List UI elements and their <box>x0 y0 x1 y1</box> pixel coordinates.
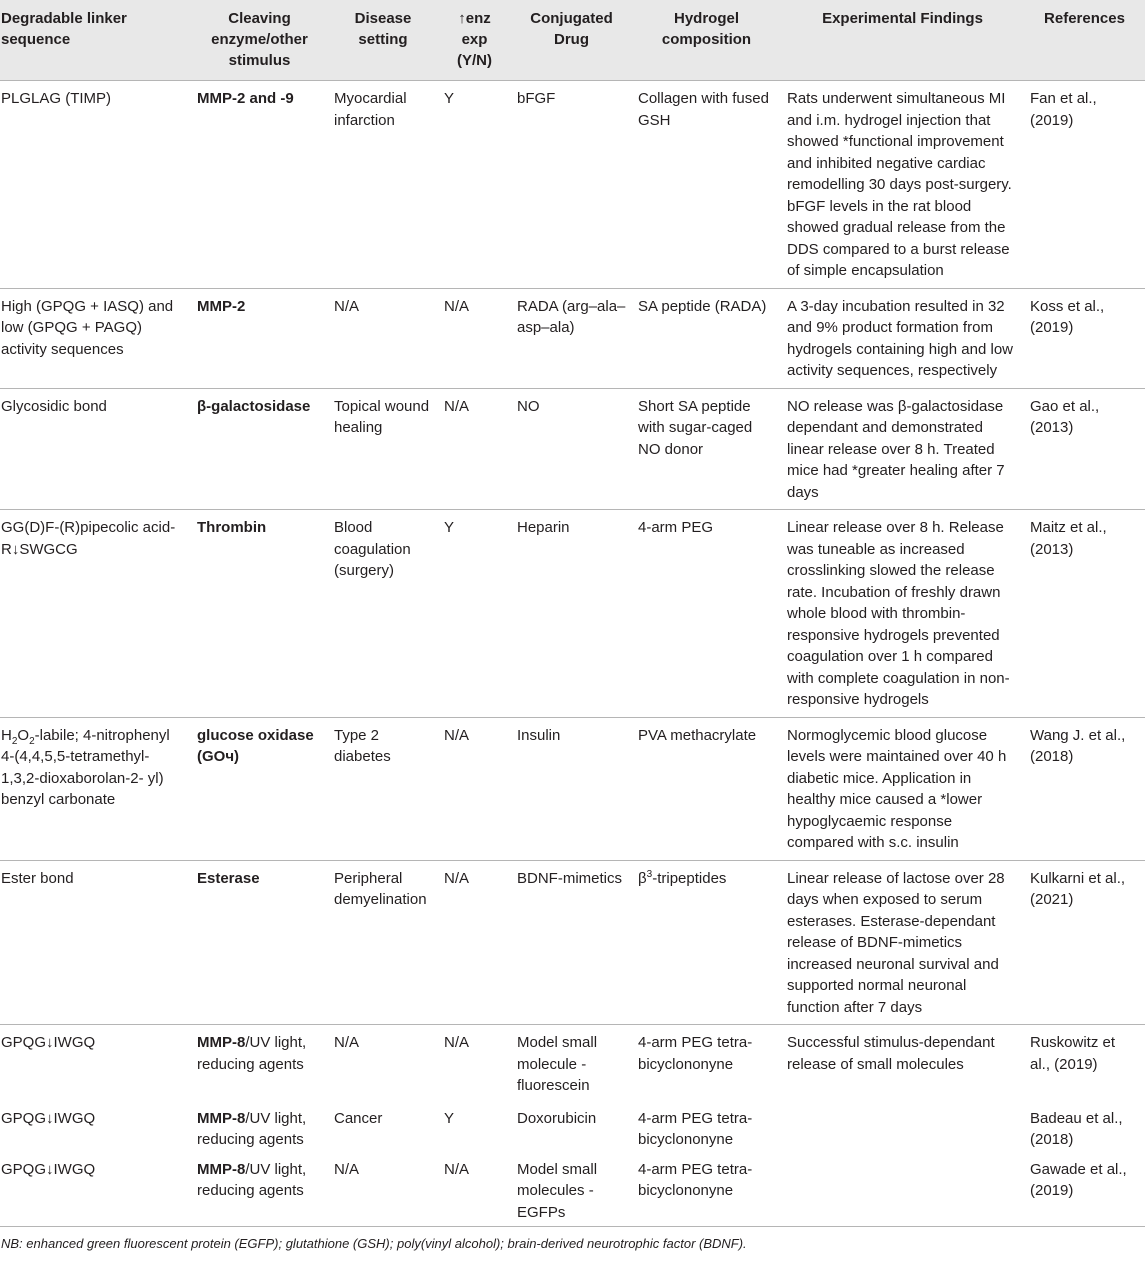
table-row <box>0 388 1145 510</box>
cell-linker-sequence: GG(D)F-(R)pipecolic acid-R↓SWGCG <box>0 510 191 718</box>
header-conjugated-drug: Conjugated Drug <box>511 0 632 81</box>
cell-hydrogel-composition: Collagen with fused GSH <box>632 81 781 289</box>
header-disease-setting: Disease setting <box>328 0 438 81</box>
cell-disease-setting: Peripheral demyelination <box>328 860 438 1025</box>
cell-hydrogel-composition: PVA methacrylate <box>632 717 781 860</box>
cell-linker-sequence: PLGLAG (TIMP) <box>0 81 191 289</box>
cell-references: Koss et al., (2019) <box>1024 288 1145 388</box>
cell-conjugated-drug: Heparin <box>511 510 632 718</box>
table-row <box>0 288 1145 388</box>
cell-experimental-findings: Linear release over 8 h. Release was tuneable as increased crosslinking slowed the release rate. Incubation of freshly drawn whole blood with thrombin-responsive hydrogels prevented coagulation over 1 h compared with complete coagulation in non-responsive hydrogels <box>781 510 1024 718</box>
header-linker-sequence: Degradable linker sequence <box>0 0 191 81</box>
table-row <box>0 1103 1145 1154</box>
cell-linker-sequence: GPQG↓IWGQ <box>1 1109 96 1127</box>
header-enzyme-expression: ↑enz exp (Y/N) <box>438 0 511 81</box>
cell-enzyme-expression: N/A <box>438 288 511 388</box>
cell-disease-setting: N/A <box>334 1034 360 1051</box>
cell-linker-sequence: GPQG↓IWGQ <box>1 1034 96 1051</box>
cell-conjugated-drug: NO <box>511 388 632 510</box>
cell-references: Gawade et al., (2019) <box>1030 1160 1127 1199</box>
cell-disease-setting: Cancer <box>334 1109 383 1127</box>
cell-references: Badeau et al., (2018) <box>1030 1109 1123 1148</box>
cell-references: Gao et al., (2013) <box>1024 388 1145 510</box>
cell-enzyme-expression: N/A <box>438 388 511 510</box>
cell-experimental-findings <box>781 1154 1024 1227</box>
cell-cleaving-enzyme: MMP-8/UV light, reducing agents <box>197 1109 307 1148</box>
cell-disease-setting: Topical wound healing <box>328 388 438 510</box>
table-row <box>0 860 1145 1025</box>
cell-references: Wang J. et al., (2018) <box>1024 717 1145 860</box>
cell-disease-setting: Myocardial infarction <box>328 81 438 289</box>
cell-linker-sequence: High (GPQG + IASQ) and low (GPQG + PAGQ) activity sequences <box>0 288 191 388</box>
cell-experimental-findings: Linear release of lactose over 28 days when exposed to serum esterases. Esterase-dependant release of BDNF-mimetics increased neuronal survival and supported normal neuronal function after 7 days <box>781 860 1024 1025</box>
cell-experimental-findings: NO release was β-galactosidase dependant and demonstrated linear release over 8 h. Treated mice had *greater healing after 7 days <box>781 388 1024 510</box>
cell-enzyme-expression: Y <box>438 510 511 718</box>
table-row <box>0 1154 1145 1227</box>
cell-disease-setting: N/A <box>328 288 438 388</box>
header-row <box>0 0 1145 81</box>
cell-conjugated-drug: Model small molecule - fluorescein <box>517 1034 598 1094</box>
cell-linker-sequence: Ester bond <box>0 860 191 1025</box>
cell-experimental-findings: Rats underwent simultaneous MI and i.m. hydrogel injection that showed *functional improvement and inhibited negative cardiac remodelling 30 days post-surgery. bFGF levels in the rat blood showed gradual release from the DDS compared to a burst release of simple encapsulation <box>781 81 1024 289</box>
cell-linker-sequence: GPQG↓IWGQ <box>1 1160 96 1178</box>
cell-experimental-findings: Successful stimulus-dependant release of small molecules <box>787 1034 995 1073</box>
cell-cleaving-enzyme: β-galactosidase <box>191 388 328 510</box>
cell-cleaving-enzyme: Esterase <box>191 860 328 1025</box>
table-footnote: NB: enhanced green fluorescent protein (EGFP); glutathione (GSH); poly(vinyl alcohol); brain-derived neurotrophic factor (BDNF). <box>0 1226 1145 1253</box>
cell-cleaving-enzyme: MMP-8/UV light, reducing agents <box>197 1160 307 1199</box>
cell-hydrogel-composition: 4-arm PEG <box>632 510 781 718</box>
cell-enzyme-expression: N/A <box>438 717 511 860</box>
table-row <box>0 717 1145 860</box>
cell-conjugated-drug: RADA (arg–ala–asp–ala) <box>511 288 632 388</box>
header-hydrogel-composition: Hydrogel composition <box>632 0 781 81</box>
cell-experimental-findings <box>781 1103 1024 1154</box>
cell-hydrogel-composition: 4-arm PEG tetra-bicyclononyne <box>638 1160 753 1199</box>
cell-cleaving-enzyme: MMP-2 <box>191 288 328 388</box>
cell-hydrogel-composition: 4-arm PEG tetra-bicyclononyne <box>638 1109 753 1148</box>
cell-enzyme-expression: N/A <box>438 860 511 1025</box>
cell-cleaving-enzyme: glucose oxidase (GOч) <box>191 717 328 860</box>
cell-references: Maitz et al., (2013) <box>1024 510 1145 718</box>
table-row <box>0 81 1145 289</box>
cell-hydrogel-composition: Short SA peptide with sugar-caged NO donor <box>632 388 781 510</box>
cell-cleaving-enzyme: MMP-8/UV light, reducing agents <box>197 1034 307 1073</box>
cell-experimental-findings: Normoglycemic blood glucose levels were maintained over 40 h diabetic mice. Application in healthy mice caused a *lower hypoglycaemic response compared with s.c. insulin <box>781 717 1024 860</box>
header-references: References <box>1024 0 1145 81</box>
cell-conjugated-drug: Doxorubicin <box>517 1109 597 1127</box>
cell-enzyme-expression: Y <box>444 1109 455 1127</box>
cell-cleaving-enzyme: MMP-2 and -9 <box>191 81 328 289</box>
table-row <box>0 1025 1145 1103</box>
cell-references: Kulkarni et al., (2021) <box>1024 860 1145 1025</box>
cell-enzyme-expression: N/A <box>444 1160 470 1178</box>
cell-conjugated-drug: Model small molecules - EGFPs <box>517 1160 598 1221</box>
cell-conjugated-drug: bFGF <box>511 81 632 289</box>
cell-hydrogel-composition: SA peptide (RADA) <box>632 288 781 388</box>
cell-references: Fan et al., (2019) <box>1024 81 1145 289</box>
cell-linker-sequence: $H_2O_2$-labile; 4-nitrophenyl 4-(4,4,5,5-tetramethyl-1,3,2-dioxaborolan-2- yl) benzyl carbonate <box>0 717 191 860</box>
cell-experimental-findings: A 3-day incubation resulted in 32 and 9% product formation from hydrogels containing high and low activity sequences, respectively <box>781 288 1024 388</box>
cell-references: Ruskowitz et al., (2019) <box>1030 1034 1116 1073</box>
table-row <box>0 510 1145 718</box>
cell-conjugated-drug: BDNF-mimetics <box>511 860 632 1025</box>
cell-disease-setting: N/A <box>334 1160 360 1178</box>
cell-hydrogel-composition: 4-arm PEG tetra-bicyclononyne <box>638 1034 753 1073</box>
cell-enzyme-expression: Y <box>438 81 511 289</box>
header-cleaving-enzyme: Cleaving enzyme/other stimulus <box>191 0 328 81</box>
cell-linker-sequence: Glycosidic bond <box>0 388 191 510</box>
cell-cleaving-enzyme: Thrombin <box>191 510 328 718</box>
cell-disease-setting: Type 2 diabetes <box>328 717 438 860</box>
cell-disease-setting: Blood coagulation (surgery) <box>328 510 438 718</box>
cell-conjugated-drug: Insulin <box>511 717 632 860</box>
header-experimental-findings: Experimental Findings <box>781 0 1024 81</box>
cell-hydrogel-composition: $\beta^3$-tripeptides <box>632 860 781 1025</box>
cell-enzyme-expression: N/A <box>444 1034 470 1051</box>
